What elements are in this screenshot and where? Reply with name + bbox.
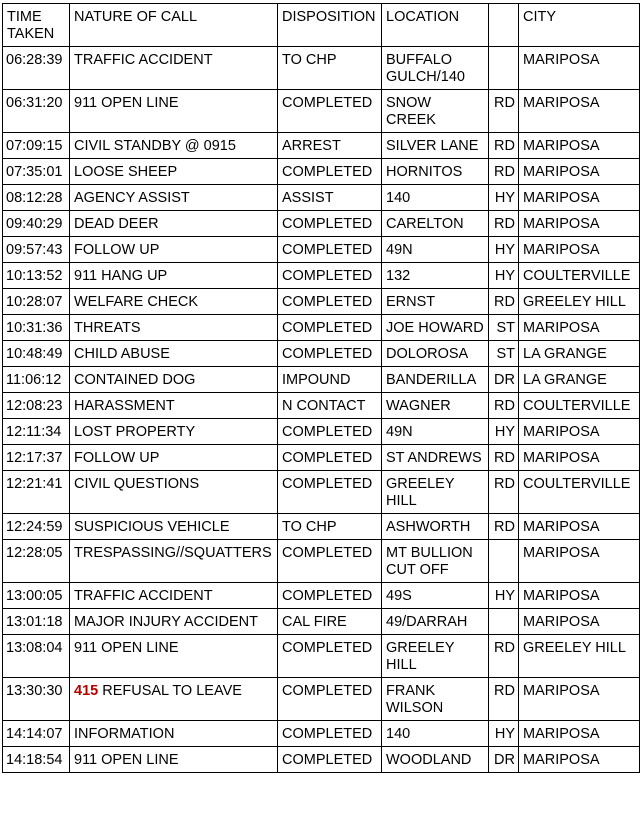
header-location: LOCATION — [382, 4, 489, 47]
table-row — [3, 185, 640, 211]
city-cell: MARIPOSA — [519, 237, 640, 263]
location-cell: WAGNER — [382, 393, 489, 419]
nature-of-call-text: 911 OPEN LINE — [74, 640, 179, 656]
street-suffix-cell: HY — [489, 237, 519, 263]
city-cell: LA GRANGE — [519, 367, 640, 393]
street-suffix-cell: RD — [489, 159, 519, 185]
disposition-cell: COMPLETED — [278, 635, 382, 678]
nature-of-call-cell — [70, 583, 278, 609]
time-taken-cell: 10:48:49 — [3, 341, 70, 367]
nature-of-call-cell — [70, 609, 278, 635]
nature-of-call-cell — [70, 721, 278, 747]
table-row — [3, 583, 640, 609]
nature-of-call-text: DEAD DEER — [74, 216, 159, 232]
table-row — [3, 133, 640, 159]
time-taken-cell: 12:08:23 — [3, 393, 70, 419]
time-taken-cell: 13:00:05 — [3, 583, 70, 609]
city-cell: MARIPOSA — [519, 211, 640, 237]
table-row — [3, 393, 640, 419]
table-row — [3, 721, 640, 747]
nature-of-call-text: TRAFFIC ACCIDENT — [74, 588, 213, 604]
city-cell: MARIPOSA — [519, 445, 640, 471]
header-city: CITY — [519, 4, 640, 47]
city-cell: MARIPOSA — [519, 609, 640, 635]
disposition-cell: ASSIST — [278, 185, 382, 211]
nature-of-call-text: THREATS — [74, 320, 141, 336]
nature-of-call-text: CIVIL STANDBY @ 0915 — [74, 138, 236, 154]
location-cell: ASHWORTH — [382, 514, 489, 540]
location-cell: 49/DARRAH — [382, 609, 489, 635]
city-cell: MARIPOSA — [519, 514, 640, 540]
nature-of-call-text: FOLLOW UP — [74, 242, 160, 258]
header-nature-of-call: NATURE OF CALL — [70, 4, 278, 47]
street-suffix-cell — [489, 609, 519, 635]
location-cell: 49N — [382, 237, 489, 263]
nature-of-call-text: MAJOR INJURY ACCIDENT — [74, 614, 258, 630]
nature-of-call-cell — [70, 367, 278, 393]
table-row — [3, 90, 640, 133]
time-taken-cell: 06:28:39 — [3, 47, 70, 90]
disposition-cell: COMPLETED — [278, 263, 382, 289]
nature-of-call-cell — [70, 47, 278, 90]
street-suffix-cell: RD — [489, 471, 519, 514]
table-row — [3, 514, 640, 540]
nature-of-call-cell — [70, 289, 278, 315]
street-suffix-cell: RD — [489, 90, 519, 133]
street-suffix-cell: DR — [489, 747, 519, 773]
location-cell: BUFFALO GULCH/140 — [382, 47, 489, 90]
time-taken-cell: 10:13:52 — [3, 263, 70, 289]
location-cell: DOLOROSA — [382, 341, 489, 367]
disposition-cell: ARREST — [278, 133, 382, 159]
nature-of-call-text: 911 HANG UP — [74, 268, 168, 284]
street-suffix-cell: RD — [489, 211, 519, 237]
city-cell: MARIPOSA — [519, 540, 640, 583]
street-suffix-cell: HY — [489, 263, 519, 289]
street-suffix-cell: RD — [489, 514, 519, 540]
city-cell: MARIPOSA — [519, 159, 640, 185]
call-log-body — [3, 47, 640, 773]
disposition-cell: COMPLETED — [278, 315, 382, 341]
time-taken-cell: 10:28:07 — [3, 289, 70, 315]
location-cell: 140 — [382, 721, 489, 747]
disposition-cell: COMPLETED — [278, 289, 382, 315]
header-time-taken: TIME TAKEN — [3, 4, 70, 47]
nature-of-call-text: 911 OPEN LINE — [74, 752, 179, 768]
street-suffix-cell: HY — [489, 583, 519, 609]
table-row — [3, 159, 640, 185]
disposition-cell: COMPLETED — [278, 747, 382, 773]
nature-of-call-text: WELFARE CHECK — [74, 294, 199, 310]
city-cell: MARIPOSA — [519, 747, 640, 773]
time-taken-cell: 14:14:07 — [3, 721, 70, 747]
table-row — [3, 315, 640, 341]
location-cell: SILVER LANE — [382, 133, 489, 159]
nature-of-call-text: 911 OPEN LINE — [74, 95, 179, 111]
disposition-cell: COMPLETED — [278, 471, 382, 514]
nature-of-call-cell — [70, 514, 278, 540]
nature-of-call-text: SUSPICIOUS VEHICLE — [74, 519, 230, 535]
disposition-cell: N CONTACT — [278, 393, 382, 419]
city-cell: MARIPOSA — [519, 721, 640, 747]
disposition-cell: TO CHP — [278, 514, 382, 540]
nature-of-call-cell — [70, 393, 278, 419]
nature-of-call-cell — [70, 635, 278, 678]
nature-of-call-cell — [70, 341, 278, 367]
disposition-cell: COMPLETED — [278, 237, 382, 263]
location-cell: MT BULLION CUT OFF — [382, 540, 489, 583]
street-suffix-cell — [489, 47, 519, 90]
city-cell: MARIPOSA — [519, 47, 640, 90]
city-cell: LA GRANGE — [519, 341, 640, 367]
nature-of-call-text: CHILD ABUSE — [74, 346, 170, 362]
time-taken-cell: 12:21:41 — [3, 471, 70, 514]
nature-of-call-cell — [70, 159, 278, 185]
street-suffix-cell: RD — [489, 289, 519, 315]
location-cell: SNOW CREEK — [382, 90, 489, 133]
city-cell: GREELEY HILL — [519, 635, 640, 678]
location-cell: 140 — [382, 185, 489, 211]
street-suffix-cell: DR — [489, 367, 519, 393]
location-cell: 49S — [382, 583, 489, 609]
city-cell: MARIPOSA — [519, 678, 640, 721]
table-row — [3, 263, 640, 289]
location-cell: HORNITOS — [382, 159, 489, 185]
nature-of-call-cell — [70, 185, 278, 211]
time-taken-cell: 12:28:05 — [3, 540, 70, 583]
table-row — [3, 47, 640, 90]
nature-of-call-text: LOOSE SHEEP — [74, 164, 178, 180]
nature-of-call-cell — [70, 445, 278, 471]
nature-of-call-cell — [70, 471, 278, 514]
nature-of-call-cell — [70, 678, 278, 721]
disposition-cell: COMPLETED — [278, 540, 382, 583]
nature-of-call-text: CONTAINED DOG — [74, 372, 196, 388]
table-row — [3, 289, 640, 315]
location-cell: CARELTON — [382, 211, 489, 237]
disposition-cell: COMPLETED — [278, 583, 382, 609]
nature-of-call-cell — [70, 315, 278, 341]
time-taken-cell: 09:40:29 — [3, 211, 70, 237]
nature-of-call-cell — [70, 211, 278, 237]
nature-of-call-text: HARASSMENT — [74, 398, 175, 414]
call-log-table — [2, 3, 640, 773]
penal-code: 415 — [74, 683, 99, 699]
street-suffix-cell: HY — [489, 185, 519, 211]
city-cell: COULTERVILLE — [519, 471, 640, 514]
city-cell: MARIPOSA — [519, 315, 640, 341]
disposition-cell: COMPLETED — [278, 211, 382, 237]
table-row — [3, 367, 640, 393]
table-row — [3, 237, 640, 263]
location-cell: 132 — [382, 263, 489, 289]
city-cell: MARIPOSA — [519, 419, 640, 445]
city-cell: MARIPOSA — [519, 133, 640, 159]
location-cell: BANDERILLA — [382, 367, 489, 393]
nature-of-call-cell — [70, 133, 278, 159]
nature-of-call-cell — [70, 263, 278, 289]
nature-of-call-text: TRAFFIC ACCIDENT — [74, 52, 213, 68]
street-suffix-cell: HY — [489, 419, 519, 445]
street-suffix-cell: HY — [489, 721, 519, 747]
nature-of-call-text: LOST PROPERTY — [74, 424, 196, 440]
time-taken-cell: 14:18:54 — [3, 747, 70, 773]
location-cell: JOE HOWARD — [382, 315, 489, 341]
location-cell: GREELEY HILL — [382, 471, 489, 514]
location-cell: WOODLAND — [382, 747, 489, 773]
city-cell: GREELEY HILL — [519, 289, 640, 315]
table-row — [3, 747, 640, 773]
nature-of-call-cell — [70, 90, 278, 133]
disposition-cell: TO CHP — [278, 47, 382, 90]
table-row — [3, 609, 640, 635]
table-row — [3, 635, 640, 678]
disposition-cell: COMPLETED — [278, 419, 382, 445]
time-taken-cell: 11:06:12 — [3, 367, 70, 393]
nature-of-call-text: INFORMATION — [74, 726, 175, 742]
city-cell: MARIPOSA — [519, 185, 640, 211]
city-cell: MARIPOSA — [519, 583, 640, 609]
header-street-suffix — [489, 4, 519, 47]
disposition-cell: CAL FIRE — [278, 609, 382, 635]
table-row — [3, 445, 640, 471]
disposition-cell: COMPLETED — [278, 721, 382, 747]
time-taken-cell: 13:30:30 — [3, 678, 70, 721]
nature-of-call-cell — [70, 419, 278, 445]
location-cell: ERNST — [382, 289, 489, 315]
time-taken-cell: 13:01:18 — [3, 609, 70, 635]
time-taken-cell: 07:09:15 — [3, 133, 70, 159]
disposition-cell: COMPLETED — [278, 90, 382, 133]
nature-of-call-text: FOLLOW UP — [74, 450, 160, 466]
nature-of-call-cell — [70, 540, 278, 583]
street-suffix-cell: ST — [489, 341, 519, 367]
time-taken-cell: 13:08:04 — [3, 635, 70, 678]
street-suffix-cell: RD — [489, 133, 519, 159]
nature-of-call-cell — [70, 237, 278, 263]
table-row — [3, 678, 640, 721]
nature-of-call-text: REFUSAL TO LEAVE — [102, 683, 242, 699]
time-taken-cell: 08:12:28 — [3, 185, 70, 211]
time-taken-cell: 10:31:36 — [3, 315, 70, 341]
disposition-cell: COMPLETED — [278, 445, 382, 471]
disposition-cell: IMPOUND — [278, 367, 382, 393]
time-taken-cell: 06:31:20 — [3, 90, 70, 133]
disposition-cell: COMPLETED — [278, 678, 382, 721]
location-cell: GREELEY HILL — [382, 635, 489, 678]
table-row — [3, 341, 640, 367]
street-suffix-cell: RD — [489, 678, 519, 721]
street-suffix-cell — [489, 540, 519, 583]
time-taken-cell: 12:17:37 — [3, 445, 70, 471]
disposition-cell: COMPLETED — [278, 341, 382, 367]
nature-of-call-text: AGENCY ASSIST — [74, 190, 190, 206]
time-taken-cell: 12:24:59 — [3, 514, 70, 540]
location-cell: FRANK WILSON — [382, 678, 489, 721]
disposition-cell: COMPLETED — [278, 159, 382, 185]
location-cell: 49N — [382, 419, 489, 445]
time-taken-cell: 07:35:01 — [3, 159, 70, 185]
street-suffix-cell: ST — [489, 315, 519, 341]
street-suffix-cell: RD — [489, 393, 519, 419]
nature-of-call-cell — [70, 747, 278, 773]
city-cell: COULTERVILLE — [519, 263, 640, 289]
nature-of-call-text: CIVIL QUESTIONS — [74, 476, 200, 492]
table-row — [3, 471, 640, 514]
city-cell: MARIPOSA — [519, 90, 640, 133]
header-row — [3, 4, 640, 47]
city-cell: COULTERVILLE — [519, 393, 640, 419]
location-cell: ST ANDREWS — [382, 445, 489, 471]
table-row — [3, 540, 640, 583]
street-suffix-cell: RD — [489, 635, 519, 678]
header-disposition: DISPOSITION — [278, 4, 382, 47]
time-taken-cell: 09:57:43 — [3, 237, 70, 263]
table-row — [3, 211, 640, 237]
time-taken-cell: 12:11:34 — [3, 419, 70, 445]
nature-of-call-text: TRESPASSING//SQUATTERS — [74, 545, 272, 561]
table-row — [3, 419, 640, 445]
street-suffix-cell: RD — [489, 445, 519, 471]
